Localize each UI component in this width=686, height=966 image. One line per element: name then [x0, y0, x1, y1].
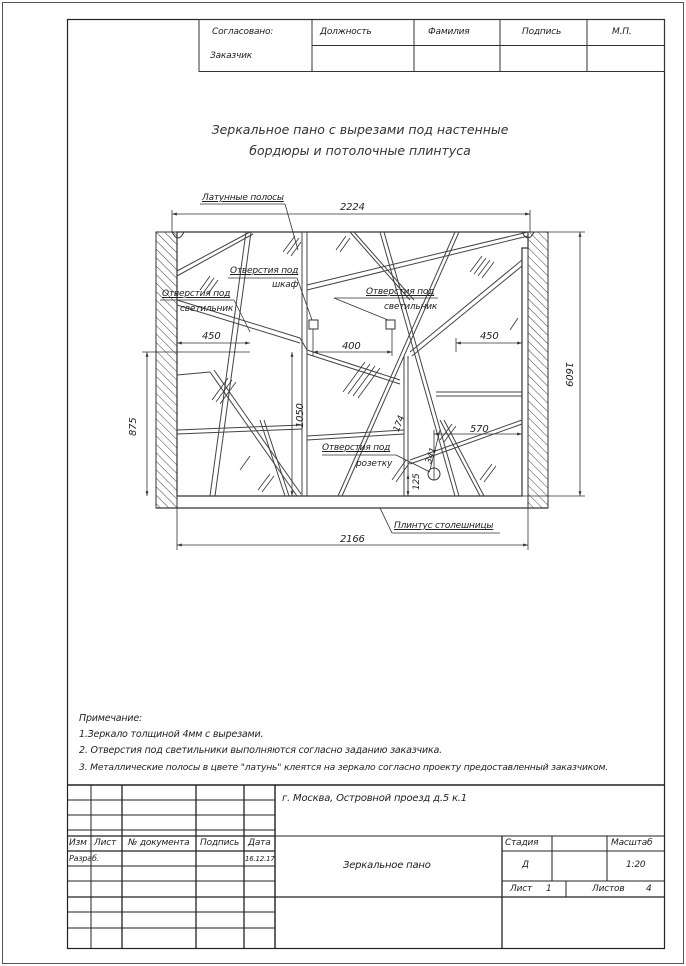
cabinet-hole-right [386, 320, 395, 329]
approval-customer: Заказчик [210, 51, 253, 61]
dim-height: 1609 [563, 362, 574, 387]
label-countertop-plinth: Плинтус столешницы [394, 521, 494, 531]
stamp-scale-label: Масштаб [611, 838, 653, 848]
stamp-col-doc-no: № документа [128, 838, 190, 848]
stamp-stage-label: Стадия [505, 838, 539, 848]
approval-surname: Фамилия [428, 27, 470, 37]
dim-341: 341 [424, 446, 440, 466]
dim-174: 174 [392, 414, 408, 434]
approval-signature: Подпись [522, 27, 562, 37]
stamp-col-sheet: Лист [94, 838, 117, 848]
dim-400: 400 [342, 341, 361, 352]
stamp-date-value: 16.12.17 [245, 855, 275, 863]
stamp-col-signature: Подпись [200, 838, 240, 848]
label-lamp-hole-right-2: светильник [384, 302, 438, 312]
stamp-product-name: Зеркальное пано [343, 860, 431, 871]
notes-heading: Примечание: [79, 713, 143, 724]
stamp-sheets-value: 4 [646, 884, 652, 894]
cabinet-hole-left [309, 320, 318, 329]
dimensions [142, 210, 585, 550]
stamp-sheet-value: 1 [546, 884, 552, 894]
stamp-col-date: Дата [248, 838, 271, 848]
left-wall-hatch [156, 232, 177, 508]
dim-1050: 1050 [295, 403, 306, 428]
label-cabinet-hole-2: шкаф [272, 280, 299, 290]
label-brass-strips: Латунные полосы [202, 193, 284, 203]
right-wall-hatch [528, 232, 548, 508]
label-lamp-hole-left-1: Отверстия под [162, 289, 231, 299]
stamp-sheet-label: Лист [510, 884, 533, 894]
approval-agreed: Согласовано: [212, 27, 274, 37]
dim-left-875: 875 [128, 417, 139, 436]
stamp-col-change: Изм [69, 838, 87, 848]
approval-stamp: М.П. [612, 27, 632, 37]
notes-item-2: 2. Отверстия под светильники выполняются согласно заданию заказчика. [79, 745, 442, 756]
stamp-stage-value: Д [522, 860, 529, 870]
dim-570: 570 [470, 424, 489, 435]
dim-bottom-width: 2166 [340, 534, 365, 545]
stamp-address: г. Москва, Островной проезд д.5 к.1 [282, 793, 467, 804]
drawing-title-line2: бордюры и потолочные плинтуса [249, 143, 471, 158]
notes-item-3: 3. Металлические полосы в цвете "латунь" клеятся на зеркало согласно проекту предоставленный заказчиком. [79, 762, 608, 773]
dim-450-right: 450 [480, 331, 499, 342]
dim-450-left: 450 [202, 331, 221, 342]
drawing-title-line1: Зеркальное пано с вырезами под настенные [211, 122, 509, 137]
stamp-developed: Разраб. [69, 854, 100, 863]
stamp-scale-value: 1:20 [626, 860, 646, 870]
approval-position: Должность [320, 27, 372, 37]
stamp-sheets-label: Листов [592, 884, 625, 894]
notes-item-1: 1.Зеркало толщиной 4мм с вырезами. [79, 729, 264, 740]
dim-top-width: 2224 [340, 202, 365, 213]
label-socket-hole-2: розетку [356, 459, 393, 469]
dim-125: 125 [412, 473, 422, 490]
label-socket-hole-1: Отверстия под [322, 443, 391, 453]
label-lamp-hole-right-1: Отверстия под [366, 287, 435, 297]
label-cabinet-hole-1: Отверстия под [230, 266, 299, 276]
label-lamp-hole-left-2: светильник [180, 304, 234, 314]
